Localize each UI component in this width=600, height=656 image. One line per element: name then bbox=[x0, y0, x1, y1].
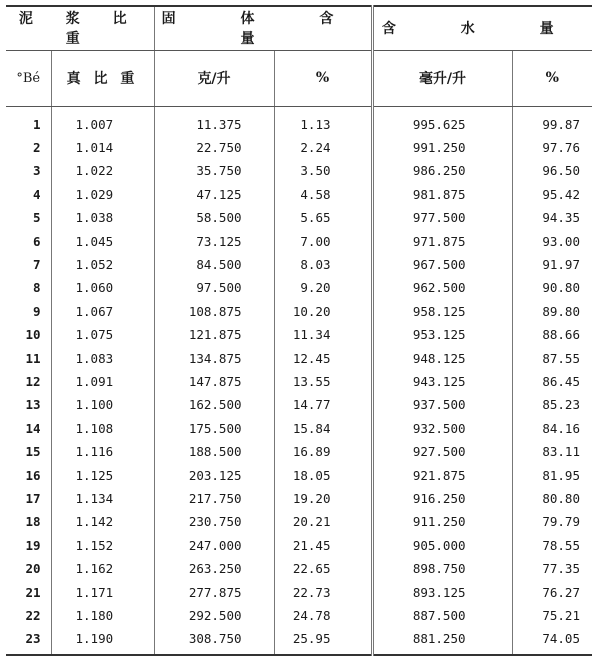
table-row bbox=[6, 604, 592, 627]
cell-solid-percent: 21.45 bbox=[274, 534, 372, 557]
cell-solid-percent: 18.05 bbox=[274, 463, 372, 486]
table-row bbox=[6, 159, 592, 182]
cell-be: 19 bbox=[25, 537, 41, 553]
cell-water-percent: 97.76 bbox=[512, 136, 592, 159]
cell-ml-per-liter: 932.500 bbox=[372, 417, 512, 440]
cell-be: 20 bbox=[25, 561, 41, 577]
cell-true-density: 1.014 bbox=[51, 136, 154, 159]
cell-be: 22 bbox=[25, 607, 41, 623]
cell-be: 6 bbox=[32, 233, 41, 249]
cell-solid-percent: 8.03 bbox=[274, 253, 372, 276]
cell-solid-percent: 19.20 bbox=[274, 487, 372, 510]
table-row bbox=[6, 229, 592, 252]
cell-grams-per-liter: 97.500 bbox=[154, 276, 274, 299]
cell-solid-percent: 2.24 bbox=[274, 136, 372, 159]
cell-grams-per-liter: 230.750 bbox=[154, 510, 274, 533]
table-row bbox=[6, 206, 592, 229]
cell-water-percent: 87.55 bbox=[512, 346, 592, 369]
mud-density-table bbox=[6, 5, 592, 656]
cell-water-percent: 94.35 bbox=[512, 206, 592, 229]
cell-solid-percent: 11.34 bbox=[274, 323, 372, 346]
cell-be: 15 bbox=[25, 444, 41, 460]
cell-be: 9 bbox=[32, 303, 41, 319]
cell-grams-per-liter: 247.000 bbox=[154, 534, 274, 557]
cell-solid-percent: 14.77 bbox=[274, 393, 372, 416]
header-true-density: 真 比 重 bbox=[51, 50, 154, 106]
cell-ml-per-liter: 887.500 bbox=[372, 604, 512, 627]
table-row bbox=[6, 580, 592, 603]
header-mud-density: 泥 浆 比 重 bbox=[6, 6, 154, 50]
cell-grams-per-liter: 35.750 bbox=[154, 159, 274, 182]
header-water-content: 含 水 量 bbox=[372, 6, 592, 50]
table-row bbox=[6, 370, 592, 393]
header-solid-content: 固 体 含 量 bbox=[154, 6, 372, 50]
cell-water-percent: 83.11 bbox=[512, 440, 592, 463]
cell-grams-per-liter: 84.500 bbox=[154, 253, 274, 276]
cell-grams-per-liter: 175.500 bbox=[154, 417, 274, 440]
cell-ml-per-liter: 995.625 bbox=[372, 106, 512, 136]
cell-true-density: 1.007 bbox=[51, 106, 154, 136]
cell-water-percent: 75.21 bbox=[512, 604, 592, 627]
cell-true-density: 1.045 bbox=[51, 229, 154, 252]
cell-solid-percent: 12.45 bbox=[274, 346, 372, 369]
cell-grams-per-liter: 73.125 bbox=[154, 229, 274, 252]
cell-true-density: 1.180 bbox=[51, 604, 154, 627]
cell-ml-per-liter: 962.500 bbox=[372, 276, 512, 299]
cell-ml-per-liter: 971.875 bbox=[372, 229, 512, 252]
cell-be: 11 bbox=[25, 350, 41, 366]
table-body bbox=[6, 106, 592, 655]
cell-grams-per-liter: 58.500 bbox=[154, 206, 274, 229]
header-solid-percent: % bbox=[274, 50, 372, 106]
cell-ml-per-liter: 991.250 bbox=[372, 136, 512, 159]
cell-water-percent: 91.97 bbox=[512, 253, 592, 276]
cell-ml-per-liter: 916.250 bbox=[372, 487, 512, 510]
cell-be: 14 bbox=[25, 420, 41, 436]
cell-ml-per-liter: 967.500 bbox=[372, 253, 512, 276]
cell-solid-percent: 22.65 bbox=[274, 557, 372, 580]
cell-true-density: 1.038 bbox=[51, 206, 154, 229]
cell-ml-per-liter: 921.875 bbox=[372, 463, 512, 486]
cell-ml-per-liter: 927.500 bbox=[372, 440, 512, 463]
cell-true-density: 1.142 bbox=[51, 510, 154, 533]
cell-grams-per-liter: 11.375 bbox=[154, 106, 274, 136]
table-row bbox=[6, 487, 592, 510]
cell-ml-per-liter: 893.125 bbox=[372, 580, 512, 603]
cell-water-percent: 78.55 bbox=[512, 534, 592, 557]
cell-true-density: 1.067 bbox=[51, 300, 154, 323]
cell-true-density: 1.134 bbox=[51, 487, 154, 510]
cell-solid-percent: 16.89 bbox=[274, 440, 372, 463]
header-water-percent: % bbox=[512, 50, 592, 106]
cell-be: 10 bbox=[25, 327, 41, 343]
cell-grams-per-liter: 108.875 bbox=[154, 300, 274, 323]
cell-solid-percent: 3.50 bbox=[274, 159, 372, 182]
table-row bbox=[6, 393, 592, 416]
cell-ml-per-liter: 905.000 bbox=[372, 534, 512, 557]
cell-solid-percent: 20.21 bbox=[274, 510, 372, 533]
cell-true-density: 1.075 bbox=[51, 323, 154, 346]
table-row bbox=[6, 440, 592, 463]
cell-grams-per-liter: 203.125 bbox=[154, 463, 274, 486]
cell-true-density: 1.022 bbox=[51, 159, 154, 182]
table-row bbox=[6, 510, 592, 533]
cell-water-percent: 96.50 bbox=[512, 159, 592, 182]
cell-be: 7 bbox=[32, 257, 41, 273]
cell-ml-per-liter: 881.250 bbox=[372, 627, 512, 655]
cell-be: 4 bbox=[32, 186, 41, 202]
cell-grams-per-liter: 121.875 bbox=[154, 323, 274, 346]
cell-solid-percent: 4.58 bbox=[274, 183, 372, 206]
cell-ml-per-liter: 958.125 bbox=[372, 300, 512, 323]
cell-true-density: 1.125 bbox=[51, 463, 154, 486]
header-grams-per-liter: 克/升 bbox=[154, 50, 274, 106]
cell-true-density: 1.190 bbox=[51, 627, 154, 655]
cell-solid-percent: 25.95 bbox=[274, 627, 372, 655]
cell-be: 17 bbox=[25, 490, 41, 506]
cell-solid-percent: 13.55 bbox=[274, 370, 372, 393]
header-row-units bbox=[6, 50, 592, 106]
cell-ml-per-liter: 977.500 bbox=[372, 206, 512, 229]
cell-ml-per-liter: 943.125 bbox=[372, 370, 512, 393]
cell-true-density: 1.052 bbox=[51, 253, 154, 276]
cell-water-percent: 90.80 bbox=[512, 276, 592, 299]
cell-true-density: 1.100 bbox=[51, 393, 154, 416]
cell-grams-per-liter: 134.875 bbox=[154, 346, 274, 369]
cell-grams-per-liter: 263.250 bbox=[154, 557, 274, 580]
cell-grams-per-liter: 188.500 bbox=[154, 440, 274, 463]
cell-solid-percent: 5.65 bbox=[274, 206, 372, 229]
cell-true-density: 1.091 bbox=[51, 370, 154, 393]
cell-grams-per-liter: 22.750 bbox=[154, 136, 274, 159]
cell-solid-percent: 10.20 bbox=[274, 300, 372, 323]
header-row-groups bbox=[6, 6, 592, 50]
cell-be: 1 bbox=[32, 116, 41, 132]
cell-be: 13 bbox=[25, 397, 41, 413]
cell-grams-per-liter: 47.125 bbox=[154, 183, 274, 206]
table-row bbox=[6, 627, 592, 655]
cell-grams-per-liter: 162.500 bbox=[154, 393, 274, 416]
cell-be: 16 bbox=[25, 467, 41, 483]
table-row bbox=[6, 276, 592, 299]
cell-ml-per-liter: 898.750 bbox=[372, 557, 512, 580]
table-row bbox=[6, 463, 592, 486]
table-row bbox=[6, 323, 592, 346]
cell-water-percent: 95.42 bbox=[512, 183, 592, 206]
cell-solid-percent: 22.73 bbox=[274, 580, 372, 603]
header-ml-per-liter: 毫升/升 bbox=[372, 50, 512, 106]
cell-true-density: 1.029 bbox=[51, 183, 154, 206]
cell-grams-per-liter: 292.500 bbox=[154, 604, 274, 627]
cell-water-percent: 89.80 bbox=[512, 300, 592, 323]
cell-water-percent: 86.45 bbox=[512, 370, 592, 393]
cell-water-percent: 80.80 bbox=[512, 487, 592, 510]
cell-water-percent: 76.27 bbox=[512, 580, 592, 603]
cell-ml-per-liter: 911.250 bbox=[372, 510, 512, 533]
table-header bbox=[6, 6, 592, 106]
cell-ml-per-liter: 981.875 bbox=[372, 183, 512, 206]
cell-water-percent: 85.23 bbox=[512, 393, 592, 416]
cell-true-density: 1.060 bbox=[51, 276, 154, 299]
cell-solid-percent: 1.13 bbox=[274, 106, 372, 136]
cell-grams-per-liter: 217.750 bbox=[154, 487, 274, 510]
cell-be: 8 bbox=[32, 280, 41, 296]
cell-true-density: 1.108 bbox=[51, 417, 154, 440]
cell-grams-per-liter: 147.875 bbox=[154, 370, 274, 393]
cell-true-density: 1.171 bbox=[51, 580, 154, 603]
cell-true-density: 1.162 bbox=[51, 557, 154, 580]
cell-water-percent: 93.00 bbox=[512, 229, 592, 252]
cell-be: 23 bbox=[6, 627, 51, 655]
cell-solid-percent: 9.20 bbox=[274, 276, 372, 299]
table-row bbox=[6, 346, 592, 369]
table-row bbox=[6, 300, 592, 323]
cell-water-percent: 81.95 bbox=[512, 463, 592, 486]
cell-solid-percent: 15.84 bbox=[274, 417, 372, 440]
cell-grams-per-liter: 308.750 bbox=[154, 627, 274, 655]
cell-be: 12 bbox=[25, 373, 41, 389]
table-row bbox=[6, 253, 592, 276]
cell-water-percent: 77.35 bbox=[512, 557, 592, 580]
cell-true-density: 1.083 bbox=[51, 346, 154, 369]
table-row bbox=[6, 534, 592, 557]
cell-ml-per-liter: 948.125 bbox=[372, 346, 512, 369]
cell-water-percent: 84.16 bbox=[512, 417, 592, 440]
cell-water-percent: 79.79 bbox=[512, 510, 592, 533]
cell-be: 3 bbox=[32, 163, 41, 179]
table-row bbox=[6, 136, 592, 159]
cell-be: 5 bbox=[32, 210, 41, 226]
header-be: °Bé bbox=[6, 50, 51, 106]
cell-be: 21 bbox=[25, 584, 41, 600]
cell-water-percent: 88.66 bbox=[512, 323, 592, 346]
cell-ml-per-liter: 937.500 bbox=[372, 393, 512, 416]
cell-true-density: 1.152 bbox=[51, 534, 154, 557]
cell-solid-percent: 7.00 bbox=[274, 229, 372, 252]
table-row bbox=[6, 557, 592, 580]
cell-water-percent: 99.87 bbox=[512, 106, 592, 136]
cell-solid-percent: 24.78 bbox=[274, 604, 372, 627]
cell-ml-per-liter: 953.125 bbox=[372, 323, 512, 346]
table-row bbox=[6, 106, 592, 136]
cell-grams-per-liter: 277.875 bbox=[154, 580, 274, 603]
cell-water-percent: 74.05 bbox=[512, 627, 592, 655]
table-row bbox=[6, 183, 592, 206]
cell-be: 2 bbox=[32, 140, 41, 156]
cell-ml-per-liter: 986.250 bbox=[372, 159, 512, 182]
table-row bbox=[6, 417, 592, 440]
cell-be: 18 bbox=[25, 514, 41, 530]
cell-true-density: 1.116 bbox=[51, 440, 154, 463]
